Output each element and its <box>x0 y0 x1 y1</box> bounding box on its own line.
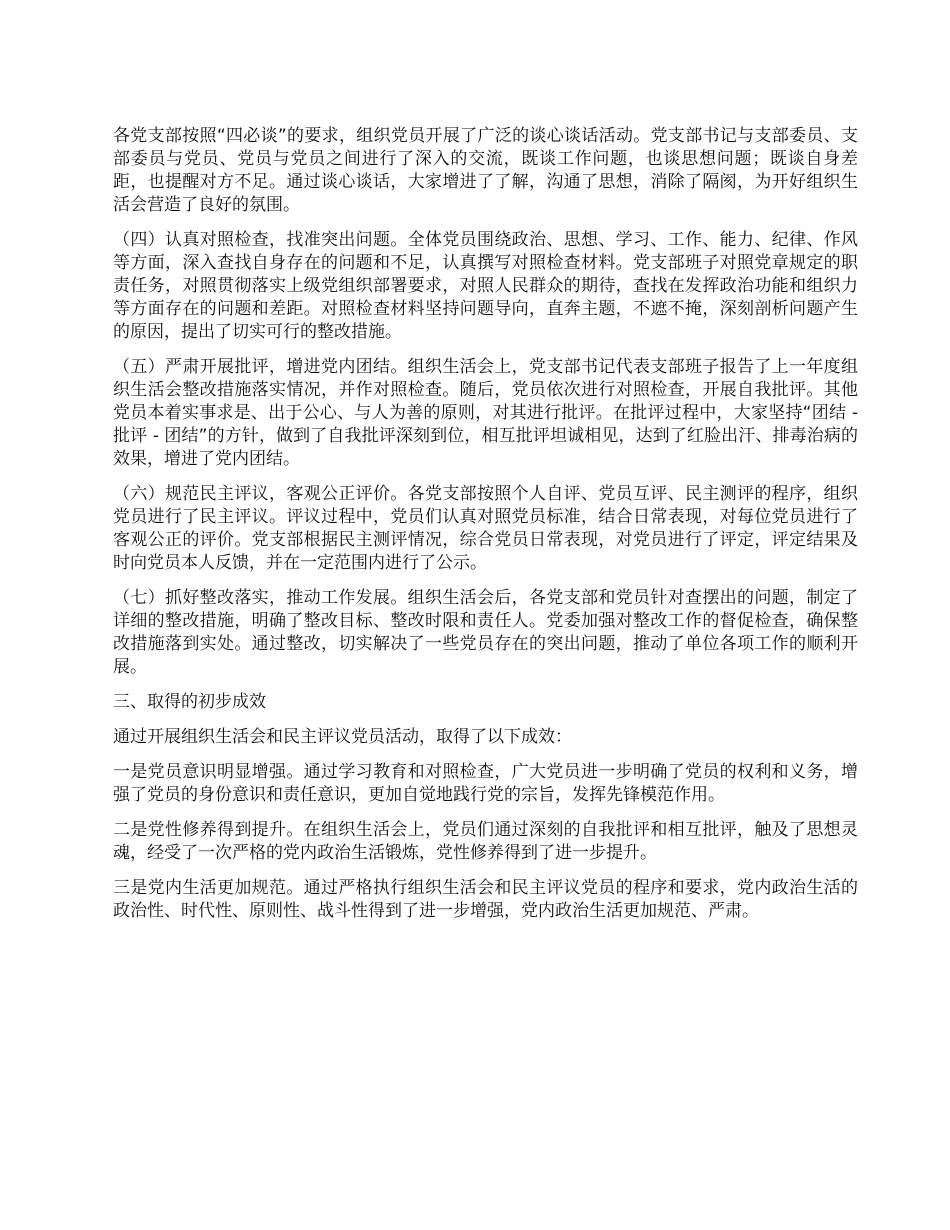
paragraph-result-three: 三是党内生活更加规范。通过严格执行组织生活会和民主评议党员的程序和要求，党内政治生活的政治性、时代性、原则性、战斗性得到了进一步增强，党内政治生活更加规范、严肃。 <box>113 878 858 921</box>
document-page <box>113 125 858 935</box>
paragraph-section-five: （五）严肃开展批评，增进党内团结。组织生活会上，党支部书记代表支部班子报告了上一年度组织生活会整改措施落实情况，并作对照检查。随后，党员依次进行对照检查，开展自我批评。其他党员本着实事求是、出于公心、与人为善的原则，对其进行批评。在批评过程中，大家坚持“团结 - 批评 - 团结”的方针，做到了自我批评深刻到位，相互批评坦诚相见，达到了红脸出汗、排毒治病的效果，增进了党内团结。 <box>113 357 858 469</box>
paragraph-section-four: （四）认真对照检查，找准突出问题。全体党员围绕政治、思想、学习、工作、能力、纪律、作风等方面，深入查找自身存在的问题和不足，认真撰写对照检查材料。党支部班子对照党章规定的职责任务，对照贯彻落实上级党组织部署要求，对照人民群众的期待，查找在发挥政治功能和组织力等方面存在的问题和差距。对照检查材料坚持问题导向，直奔主题，不遮不掩，深刻剖析问题产生的原因，提出了切实可行的整改措施。 <box>113 230 858 342</box>
paragraph-section-six: （六）规范民主评议，客观公正评价。各党支部按照个人自评、党员互评、民主测评的程序，组织党员进行了民主评议。评议过程中，党员们认真对照党员标准，结合日常表现，对每位党员进行了客观公正的评价。党支部根据民主测评情况，综合党员日常表现，对党员进行了评定，评定结果及时向党员本人反馈，并在一定范围内进行了公示。 <box>113 484 858 573</box>
paragraph-results-intro: 通过开展组织生活会和民主评议党员活动，取得了以下成效： <box>113 727 572 747</box>
paragraph-result-one: 一是党员意识明显增强。通过学习教育和对照检查，广大党员进一步明确了党员的权利和义务，增强了党员的身份意识和责任意识，更加自觉地践行党的宗旨，发挥先锋模范作用。 <box>113 762 858 805</box>
section-heading-results: 三、取得的初步成效 <box>113 692 266 712</box>
paragraph-section-seven: （七）抓好整改落实，推动工作发展。组织生活会后，各党支部和党员针对查摆出的问题，制定了详细的整改措施，明确了整改目标、整改时限和责任人。党委加强对整改工作的督促检查，确保整改措施落到实处。通过整改，切实解决了一些党员存在的突出问题，推动了单位各项工作的顺利开展。 <box>113 588 858 677</box>
paragraph-result-two: 二是党性修养得到提升。在组织生活会上，党员们通过深刻的自我批评和相互批评，触及了思想灵魂，经受了一次严格的党内政治生活锻炼，党性修养得到了进一步提升。 <box>113 820 858 863</box>
paragraph-heart-to-heart-talks: 各党支部按照“四必谈”的要求，组织党员开展了广泛的谈心谈话活动。党支部书记与支部委员、支部委员与党员、党员与党员之间进行了深入的交流，既谈工作问题，也谈思想问题；既谈自身差距，也提醒对方不足。通过谈心谈话，大家增进了了解，沟通了思想，消除了隔阂，为开好组织生活会营造了良好的氛围。 <box>113 126 858 215</box>
